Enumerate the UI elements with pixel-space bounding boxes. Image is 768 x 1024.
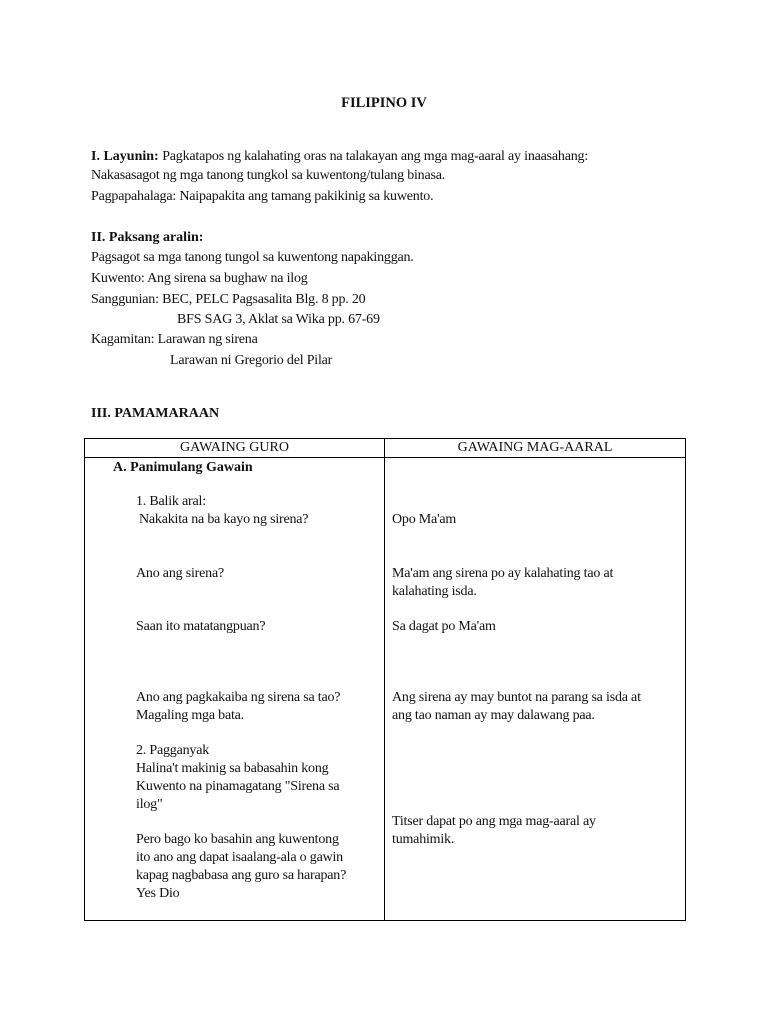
- mag-aaral-a4b: ang tao naman ay may dalawang paa.: [392, 708, 595, 723]
- paksa-line-3: Sanggunian: BEC, PELC Pagsasalita Blg. 8 pp. 20: [91, 292, 366, 307]
- table-row: [85, 458, 686, 921]
- mag-aaral-a2b: kalahating isda.: [392, 584, 477, 599]
- layunin-heading: I. Layunin:: [91, 149, 159, 164]
- mag-aaral-a5a: Titser dapat po ang mga mag-aaral ay: [392, 814, 596, 829]
- pamamaraan-heading: III. PAMAMARAAN: [91, 406, 220, 421]
- guro-q1: Nakakita na ba kayo ng sirena?: [139, 512, 309, 527]
- guro-p6: kapag nagbabasa ang guro sa harapan?: [136, 868, 347, 883]
- layunin-line: [91, 148, 588, 166]
- guro-pagganyak: 2. Pagganyak: [136, 743, 210, 758]
- guro-cell: [85, 458, 385, 921]
- section-a-heading: A. Panimulang Gawain: [113, 460, 253, 475]
- paksa-line-2: Kuwento: Ang sirena sa bughaw na ilog: [91, 271, 308, 286]
- layunin-text-1: Pagkatapos ng kalahating oras na talakayan ang mga mag-aaral ay inaasahang:: [162, 149, 589, 164]
- mag-aaral-a3: Sa dagat po Ma'am: [392, 619, 496, 634]
- col-header-guro: GAWAING GURO: [85, 439, 385, 458]
- mag-aaral-cell: [385, 458, 686, 921]
- guro-balik-aral: 1. Balik aral:: [136, 494, 206, 509]
- paksa-line-6: Larawan ni Gregorio del Pilar: [170, 353, 333, 368]
- guro-p7: Yes Dio: [136, 886, 180, 901]
- mag-aaral-a1: Opo Ma'am: [392, 512, 457, 527]
- guro-p4: Pero bago ko basahin ang kuwentong: [136, 832, 339, 847]
- document-title: FILIPINO IV: [341, 95, 427, 111]
- paksa-line-4: BFS SAG 3, Aklat sa Wika pp. 67-69: [177, 312, 380, 327]
- guro-p5: ito ano ang dapat isaalang-ala o gawin: [136, 850, 343, 865]
- guro-p3: ilog": [136, 797, 163, 812]
- mag-aaral-a4a: Ang sirena ay may buntot na parang sa isda at: [392, 690, 641, 705]
- col-header-mag-aaral: GAWAING MAG-AARAL: [385, 439, 686, 458]
- guro-p1: Halina't makinig sa babasahin kong: [136, 761, 329, 776]
- guro-p2: Kuwento na pinamagatang "Sirena sa: [136, 779, 340, 794]
- activity-table: [84, 438, 686, 921]
- guro-q2: Ano ang sirena?: [136, 566, 224, 581]
- paksa-line-5: Kagamitan: Larawan ng sirena: [91, 332, 258, 347]
- table-header-row: [85, 439, 686, 458]
- paksa-heading: II. Paksang aralin:: [91, 230, 204, 245]
- mag-aaral-a2a: Ma'am ang sirena po ay kalahating tao at: [392, 566, 614, 581]
- guro-q4a: Ano ang pagkakaiba ng sirena sa tao?: [136, 690, 341, 705]
- mag-aaral-a5b: tumahimik.: [392, 832, 455, 847]
- paksa-line-1: Pagsagot sa mga tanong tungol sa kuwentong napakinggan.: [91, 250, 414, 265]
- layunin-text-2: Nakasasagot ng mga tanong tungkol sa kuwentong/tulang binasa.: [91, 168, 446, 183]
- layunin-text-3: Pagpapahalaga: Naipapakita ang tamang pakikinig sa kuwento.: [91, 189, 434, 204]
- guro-q3: Saan ito matatangpuan?: [136, 619, 266, 634]
- guro-q4b: Magaling mga bata.: [136, 708, 244, 723]
